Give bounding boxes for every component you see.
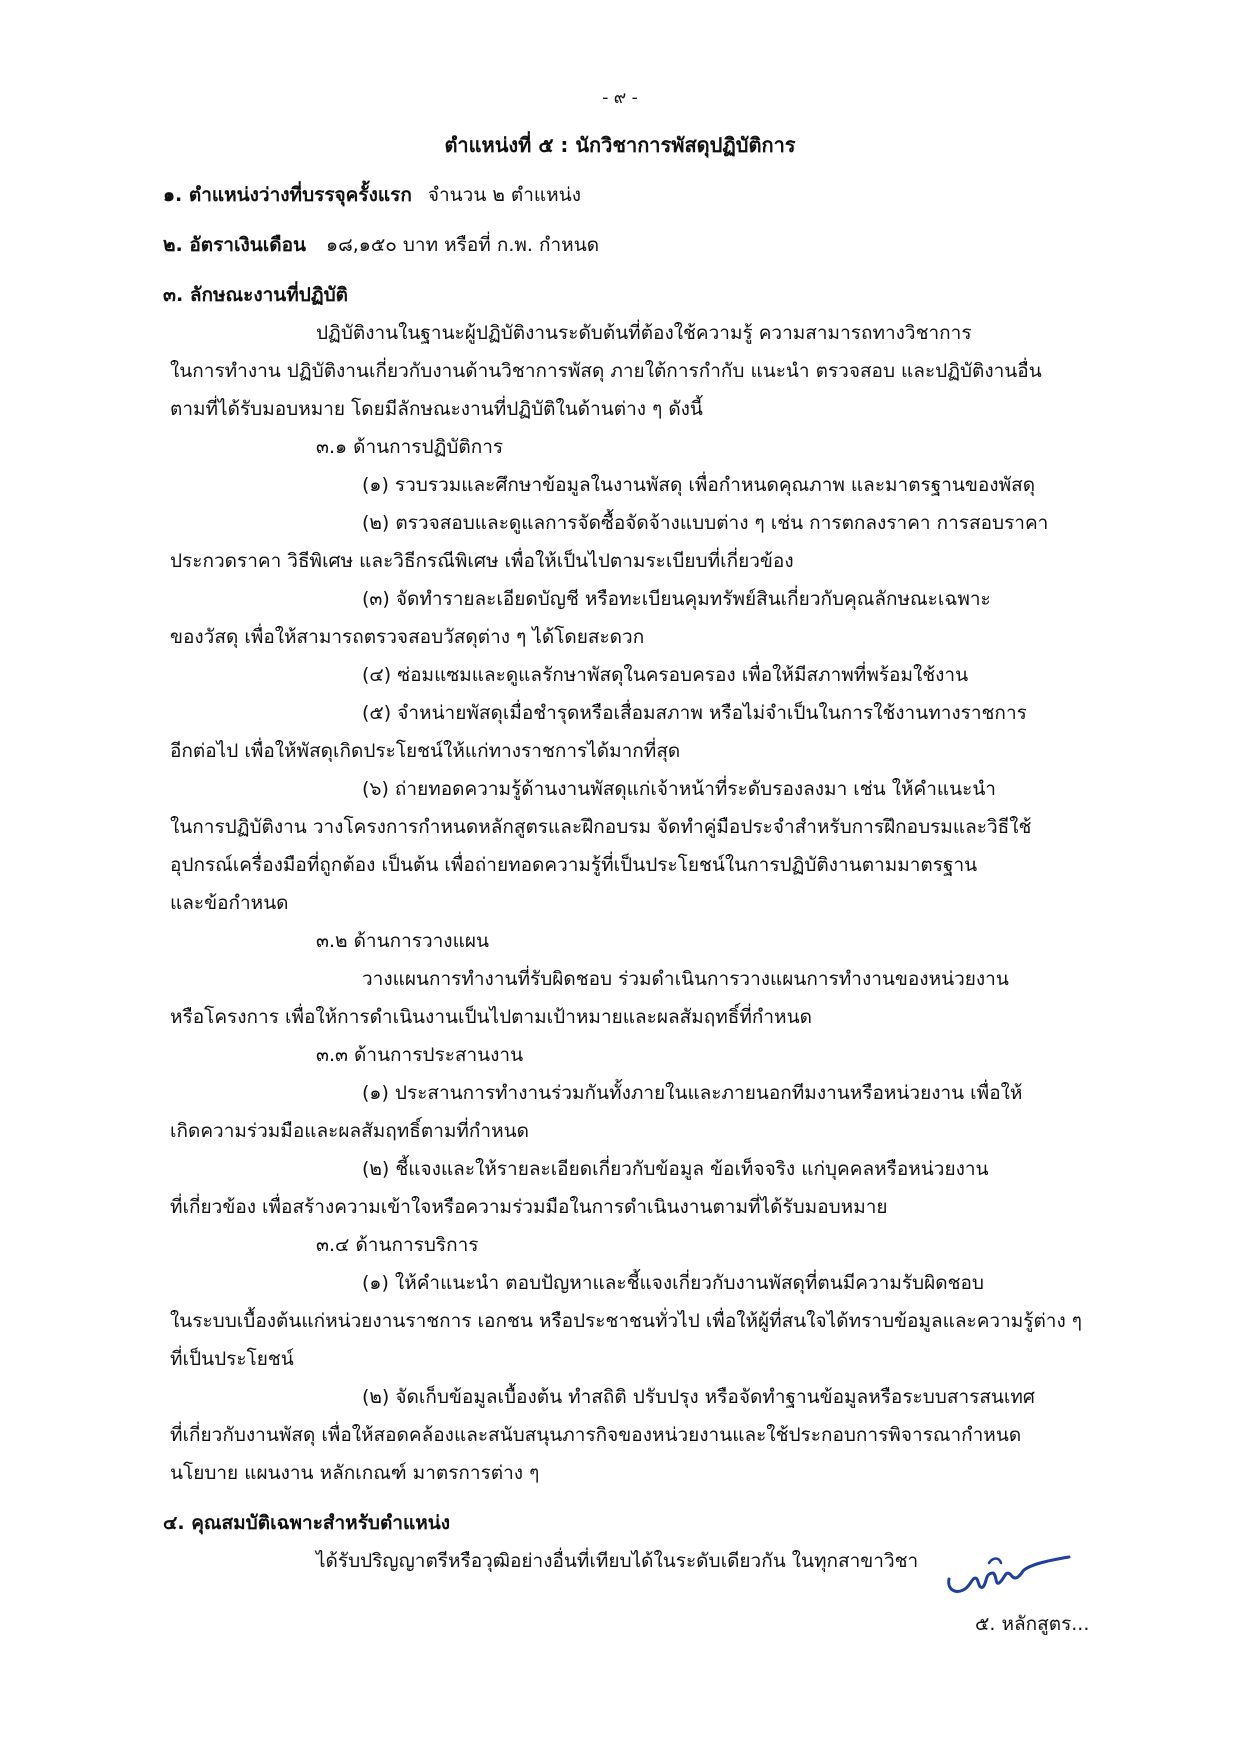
section-3-4-item-2-cont: ที่เกี่ยวกับงานพัสดุ เพื่อให้สอดคล้องและสนับสนุนภารกิจของหน่วยงานและใช้ประกอบการพิจารณากำหนด: [170, 1424, 1022, 1446]
section-3-1-item-3-cont: ของวัสดุ เพื่อให้สามารถตรวจสอบวัสดุต่าง ๆ ได้โดยสะดวก: [170, 626, 645, 648]
section-3-1-item-5-cont: อีกต่อไป เพื่อให้พัสดุเกิดประโยชน์ให้แก่ทางราชการได้มากที่สุด: [170, 740, 681, 762]
item4-label: ๔. คุณสมบัติเฉพาะสำหรับตำแหน่ง: [163, 1512, 451, 1534]
section-3-4-item-1: (๑) ให้คำแนะนำ ตอบปัญหาและชี้แจงเกี่ยวกับงานพัสดุที่ตนมีความรับผิดชอบ: [362, 1272, 984, 1294]
section-3-4-item-2: (๒) จัดเก็บข้อมูลเบื้องต้น ทำสถิติ ปรับปรุง หรือจัดทำฐานข้อมูลหรือระบบสารสนเทศ: [362, 1386, 1035, 1408]
item3-label: ๓. ลักษณะงานที่ปฏิบัติ: [163, 284, 348, 306]
item1-value: จำนวน ๒ ตำแหน่ง: [427, 184, 581, 206]
signature-mark: [945, 1545, 1075, 1605]
item3-intro-line: ปฏิบัติงานในฐานะผู้ปฏิบัติงานระดับต้นที่ต้องใช้ความรู้ ความสามารถทางวิชาการ: [316, 322, 972, 344]
item1-label: ๑. ตำแหน่งว่างที่บรรจุครั้งแรก: [163, 184, 412, 206]
item3-intro-line: ตามที่ได้รับมอบหมาย โดยมีลักษณะงานที่ปฏิบัติในด้านต่าง ๆ ดังนี้: [170, 398, 703, 420]
section-3-1-item-2-cont: ประกวดราคา วิธีพิเศษ และวิธีกรณีพิเศษ เพื่อให้เป็นไปตามระเบียบที่เกี่ยวข้อง: [170, 550, 794, 572]
section-3-1-item-3: (๓) จัดทำรายละเอียดบัญชี หรือทะเบียนคุมทรัพย์สินเกี่ยวกับคุณลักษณะเฉพาะ: [362, 588, 991, 610]
signature-accent: [989, 1559, 1001, 1564]
item1-line: [163, 184, 581, 207]
page-number: - ๙ -: [602, 88, 638, 108]
section-3-2-text-cont: หรือโครงการ เพื่อให้การดำเนินงานเป็นไปตามเป้าหมายและผลสัมฤทธิ์ที่กำหนด: [170, 1006, 812, 1028]
section-3-1-item-6-cont: อุปกรณ์เครื่องมือที่ถูกต้อง เป็นต้น เพื่อถ่ายทอดความรู้ที่เป็นประโยชน์ในการปฏิบัติงานตามมาตรฐาน: [170, 854, 978, 876]
section-3-1-heading: ๓.๑ ด้านการปฏิบัติการ: [316, 436, 504, 458]
footer-next-page: ๕. หลักสูตร...: [975, 1613, 1090, 1635]
item4-text: ได้รับปริญญาตรีหรือวุฒิอย่างอื่นที่เทียบได้ในระดับเดียวกัน ในทุกสาขาวิชา: [316, 1550, 919, 1572]
section-3-1-item-6-cont: และข้อกำหนด: [170, 892, 289, 914]
section-3-4-heading: ๓.๔ ด้านการบริการ: [316, 1234, 479, 1256]
section-3-3-item-1: (๑) ประสานการทำงานร่วมกันทั้งภายในและภายนอกทีมงานหรือหน่วยงาน เพื่อให้: [362, 1082, 1023, 1104]
section-3-1-item-6: (๖) ถ่ายทอดความรู้ด้านงานพัสดุแก่เจ้าหน้าที่ระดับรองลงมา เช่น ให้คำแนะนำ: [362, 778, 996, 800]
section-3-4-item-2-cont: นโยบาย แผนงาน หลักเกณฑ์ มาตรการต่าง ๆ: [170, 1462, 540, 1484]
section-3-3-item-2-cont: ที่เกี่ยวข้อง เพื่อสร้างความเข้าใจหรือความร่วมมือในการดำเนินงานตามที่ได้รับมอบหมาย: [170, 1196, 888, 1218]
section-3-2-text: วางแผนการทำงานที่รับผิดชอบ ร่วมดำเนินการวางแผนการทำงานของหน่วยงาน: [362, 968, 1009, 990]
signature-stroke: [949, 1557, 1069, 1591]
page-title: ตำแหน่งที่ ๕ : นักวิชาการพัสดุปฏิบัติการ: [444, 133, 796, 157]
section-3-1-item-1: (๑) รวบรวมและศึกษาข้อมูลในงานพัสดุ เพื่อกำหนดคุณภาพ และมาตรฐานของพัสดุ: [362, 474, 1036, 496]
section-3-2-heading: ๓.๒ ด้านการวางแผน: [316, 930, 489, 952]
section-3-3-item-2: (๒) ชี้แจงและให้รายละเอียดเกี่ยวกับข้อมูล ข้อเท็จจริง แก่บุคคลหรือหน่วยงาน: [362, 1158, 989, 1180]
section-3-3-item-1-cont: เกิดความร่วมมือและผลสัมฤทธิ์ตามที่กำหนด: [170, 1120, 529, 1142]
item2-line: [163, 234, 599, 257]
section-3-1-item-2: (๒) ตรวจสอบและดูแลการจัดซื้อจัดจ้างแบบต่าง ๆ เช่น การตกลงราคา การสอบราคา: [362, 512, 1049, 534]
item2-value: ๑๘,๑๕๐ บาท หรือที่ ก.พ. กำหนด: [326, 234, 600, 256]
item2-label: ๒. อัตราเงินเดือน: [163, 234, 306, 256]
section-3-1-item-6-cont: ในการปฏิบัติงาน วางโครงการกำหนดหลักสูตรและฝึกอบรม จัดทำคู่มือประจำสำหรับการฝึกอบรมและวิธีใช้: [170, 816, 1032, 838]
section-3-4-item-1-cont: ในระบบเบื้องต้นแก่หน่วยงานราชการ เอกชน หรือประชาชนทั่วไป เพื่อให้ผู้ที่สนใจได้ทราบข้อมูลและความรู้ต่าง ๆ: [170, 1310, 1082, 1332]
section-3-4-item-1-cont: ที่เป็นประโยชน์: [170, 1348, 294, 1370]
section-3-1-item-5: (๕) จำหน่ายพัสดุเมื่อชำรุดหรือเสื่อมสภาพ หรือไม่จำเป็นในการใช้งานทางราชการ: [362, 702, 1027, 724]
section-3-3-heading: ๓.๓ ด้านการประสานงาน: [316, 1044, 524, 1066]
section-3-1-item-4: (๔) ซ่อมแซมและดูแลรักษาพัสดุในครอบครอง เพื่อให้มีสภาพที่พร้อมใช้งาน: [362, 664, 969, 686]
item3-intro-line: ในการทำงาน ปฏิบัติงานเกี่ยวกับงานด้านวิชาการพัสดุ ภายใต้การกำกับ แนะนำ ตรวจสอบ และปฏิบัติงานอื่น: [170, 360, 1042, 382]
